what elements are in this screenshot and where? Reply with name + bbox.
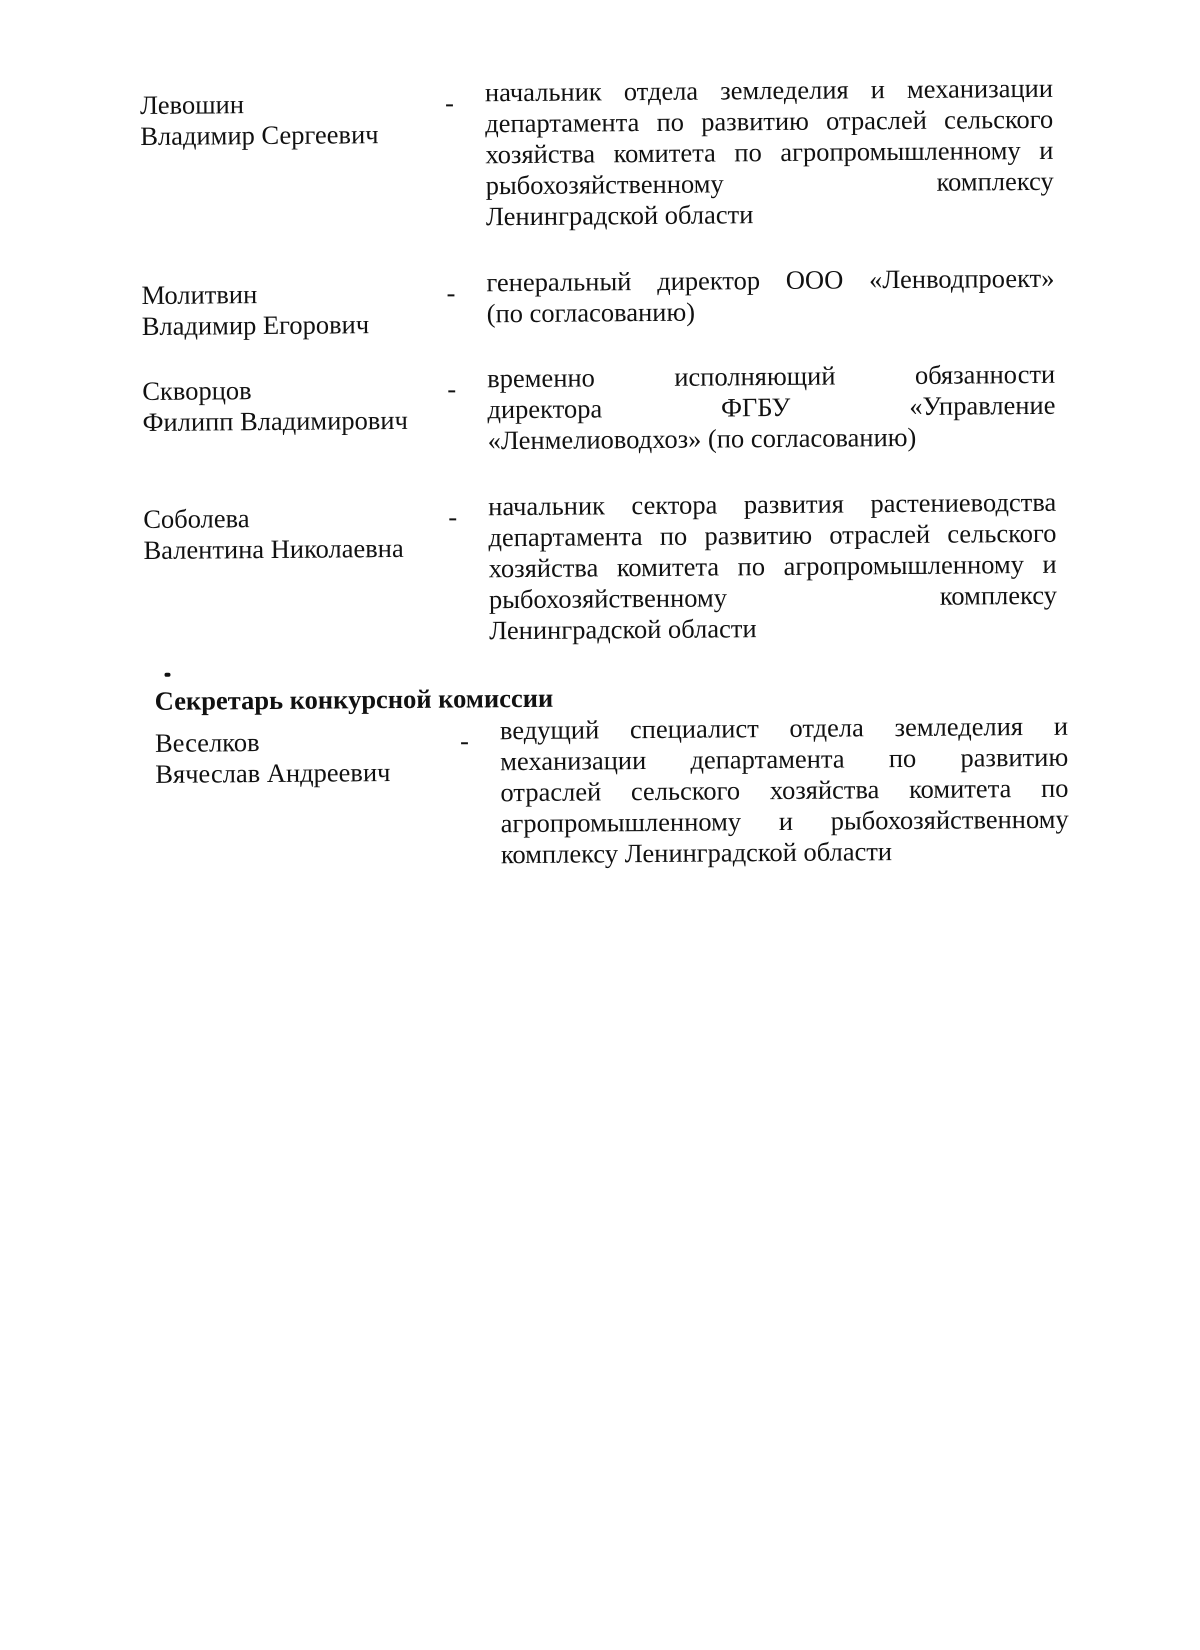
member-position (487, 359, 1056, 456)
member-given-names: Вячеслав Андреевич (155, 757, 391, 789)
member-name (142, 374, 432, 438)
position-line: ведущий специалист отдела земледелия и (499, 710, 1069, 746)
member-given-names: Филипп Владимирович (142, 404, 408, 437)
position-line: «Ленмелиоводхоз» (по согласованию) (487, 421, 917, 456)
position-line: начальник сектора развития растениеводства (488, 486, 1057, 522)
member-entry (142, 358, 1062, 456)
dash-separator: - (447, 373, 457, 404)
dash-separator: - (444, 87, 454, 118)
member-surname: Скворцов (142, 375, 252, 406)
position-line: хозяйства комитета по агропромышленному и (485, 134, 1054, 170)
member-entry (143, 486, 1063, 646)
position-line: генеральный директор ООО «Ленводпроект» (486, 262, 1055, 298)
secretary-heading: Секретарь конкурсной комиссии (154, 682, 554, 716)
member-position (485, 73, 1054, 232)
member-position (486, 263, 1054, 329)
position-line: начальник отдела земледелия и механизации (484, 72, 1054, 108)
position-line: директора ФГБУ «Управление (487, 389, 1056, 425)
member-surname: Веселков (154, 727, 260, 758)
member-name (155, 726, 445, 790)
position-line: временно исполняющий обязанности (487, 358, 1056, 394)
position-line: отраслей сельского хозяйства комитета по (500, 772, 1069, 808)
member-name (141, 278, 431, 342)
dash-separator: - (459, 725, 469, 756)
member-surname: Соболева (143, 503, 250, 534)
position-line: (по согласованию) (486, 296, 696, 329)
member-surname: Молитвин (141, 279, 258, 310)
position-line: комплексу Ленинградской области (500, 836, 893, 870)
member-given-names: Владимир Егорович (141, 309, 370, 341)
position-line: Ленинградской области (489, 613, 757, 646)
member-name (140, 88, 430, 152)
member-entry (141, 262, 1061, 341)
scan-speck (164, 673, 170, 677)
position-line: департамента по развитию отраслей сельского (488, 517, 1057, 553)
member-name (143, 502, 433, 566)
position-line: хозяйства комитета по агропромышленному и (488, 548, 1057, 584)
member-given-names: Валентина Николаевна (143, 532, 404, 565)
dash-separator: - (448, 501, 458, 532)
position-line: департамента по развитию отраслей сельского (485, 103, 1054, 139)
member-position (500, 711, 1069, 870)
position-line: механизации департамента по развитию (500, 741, 1069, 777)
position-line: Ленинградской области (485, 199, 754, 232)
member-given-names: Владимир Сергеевич (140, 119, 379, 151)
dash-separator: - (446, 277, 456, 308)
member-surname: Левошин (139, 89, 245, 120)
position-line: агропромышленному и рыбохозяйственному (500, 803, 1069, 839)
member-position (488, 487, 1057, 646)
position-line: рыбохозяйственному комплексу (488, 579, 1058, 615)
member-entry (139, 72, 1060, 232)
position-line: рыбохозяйственному комплексу (485, 165, 1054, 201)
